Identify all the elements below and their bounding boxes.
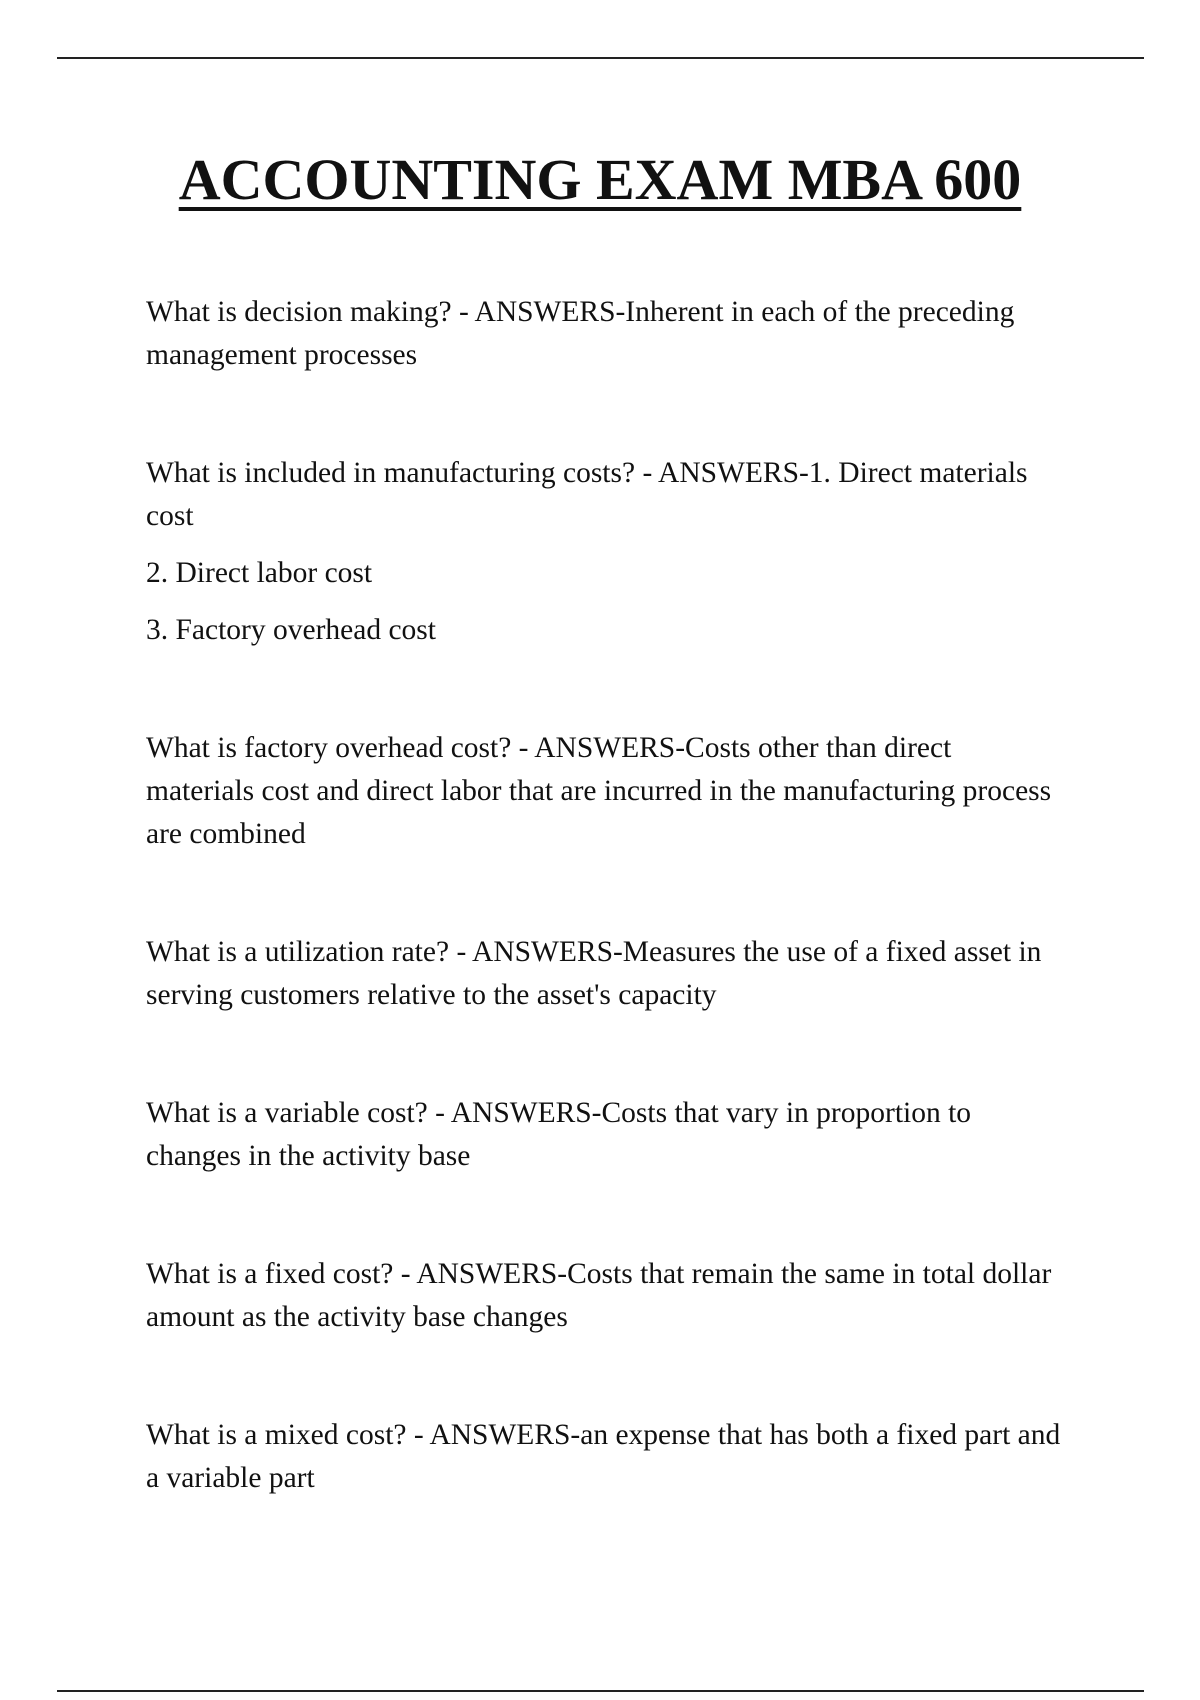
qa-text: What is a fixed cost? - ANSWERS-Costs that remain the same in total dollar amount as the activity base changes [146, 1258, 1052, 1333]
qa-text: What is decision making? - ANSWERS-Inherent in each of the preceding management processes [146, 296, 1015, 371]
bottom-rule [57, 1690, 1144, 1692]
qa-text: What is included in manufacturing costs? - ANSWERS-1. Direct materials cost [146, 457, 1028, 532]
qa-entry [146, 1253, 1066, 1339]
qa-entry [146, 1092, 1066, 1178]
qa-entry [146, 291, 1066, 377]
page-title: ACCOUNTING EXAM MBA 600 [178, 147, 1022, 212]
qa-text: What is factory overhead cost? - ANSWERS-Costs other than direct materials cost and direct labor that are incurred in the manufacturing process are combined [146, 732, 1052, 850]
qa-text: What is a utilization rate? - ANSWERS-Measures the use of a fixed asset in serving customers relative to the asset's capacity [146, 936, 1042, 1011]
qa-text: What is a variable cost? - ANSWERS-Costs that vary in proportion to changes in the activity base [146, 1097, 972, 1172]
qa-list-item: 3. Factory overhead cost [146, 614, 436, 646]
qa-text: What is a mixed cost? - ANSWERS-an expense that has both a fixed part and a variable part [146, 1419, 1061, 1494]
qa-list [146, 291, 1066, 1500]
qa-entry [146, 452, 1066, 652]
qa-list-item: 2. Direct labor cost [146, 557, 373, 589]
qa-entry [146, 727, 1066, 856]
qa-entry [146, 1414, 1066, 1500]
top-rule [57, 57, 1144, 59]
qa-entry [146, 931, 1066, 1017]
